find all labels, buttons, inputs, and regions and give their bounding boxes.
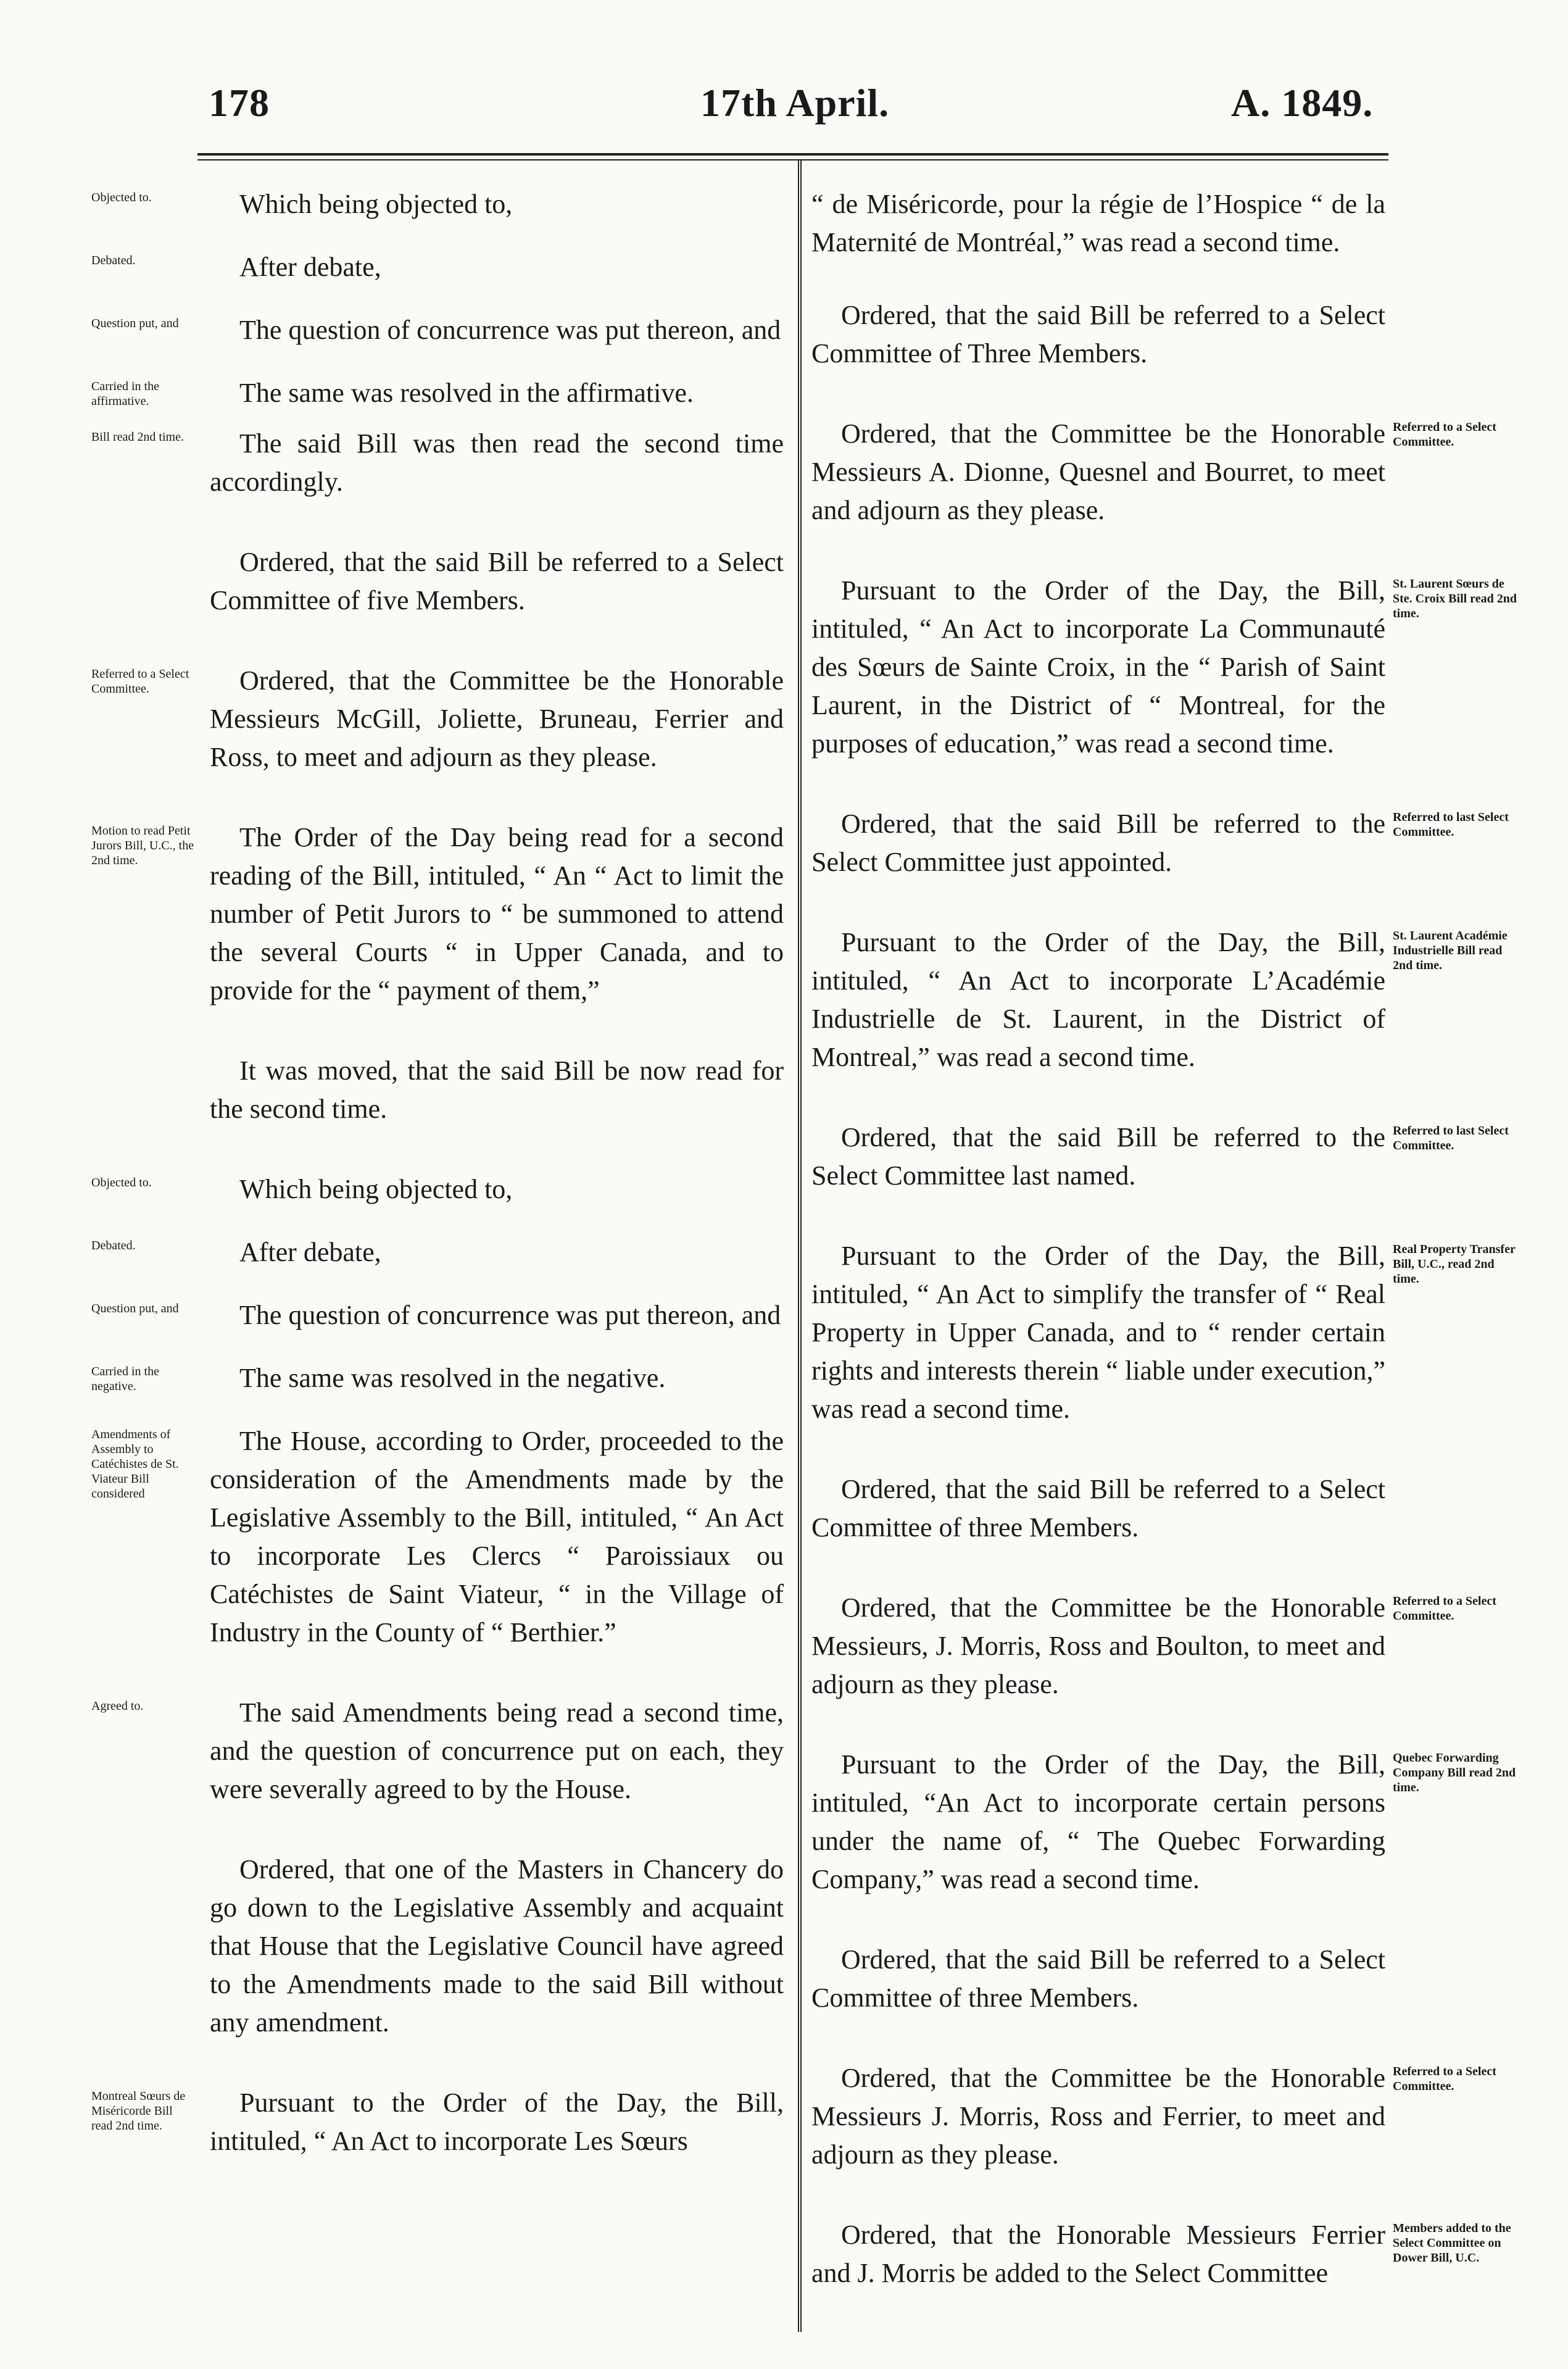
left-column (91, 185, 784, 2202)
margin-note: Amendments of Assembly to Catéchistes de St. Viateur Bill considered (91, 1428, 179, 1501)
paragraph: The same was resolved in the negative. (239, 1363, 666, 1393)
entry (811, 923, 1508, 1076)
paragraph: Ordered, that the Committee be the Honorable Messieurs J. Morris, Ross and Ferrier, to meet and adjourn as they please. (811, 2063, 1385, 2170)
margin-note: Carried in the affirmative. (91, 380, 159, 408)
right-column (811, 185, 1517, 2334)
margin-note: Debated. (91, 1239, 136, 1252)
paragraph: The same was resolved in the affirmative. (239, 378, 694, 408)
paragraph: Ordered, that the said Bill be referred to the Select Committee just appointed. (811, 809, 1385, 877)
entry (811, 2059, 1496, 2174)
paragraph: Which being objected to, (239, 189, 513, 219)
paragraph: The said Amendments being read a second time, and the question of concurrence put on each, they were severally agreed to by the House. (210, 1697, 784, 1804)
entry (210, 543, 784, 620)
paragraph: Ordered, that the said Bill be referred to a Select Committee of Three Members. (811, 300, 1385, 368)
entry (91, 818, 784, 1010)
page-number: 178 (209, 81, 270, 125)
paragraph: Ordered, that the Honorable Messieurs Ferrier and J. Morris be added to the Select Committee (811, 2220, 1385, 2288)
header-rule-thin (197, 159, 1388, 160)
margin-note: Debated. (91, 254, 136, 267)
entry (811, 1746, 1516, 1899)
margin-note: Carried in the negative. (91, 1365, 159, 1393)
paragraph: Ordered, that the said Bill be referred to the Select Committee last named. (811, 1122, 1385, 1191)
margin-note: Referred to last Select Committee. (1393, 1124, 1509, 1152)
margin-note: St. Laurent Académie Industrielle Bill read 2nd time. (1393, 929, 1508, 972)
entry (91, 374, 784, 412)
column-divider (798, 159, 802, 2332)
entry (91, 1422, 784, 1652)
entry (91, 1359, 784, 1397)
margin-note: Referred to a Select Committee. (1393, 1594, 1496, 1623)
margin-note: Referred to a Select Committee. (91, 667, 189, 696)
entry (91, 1170, 784, 1209)
paragraph: Ordered, that the said Bill be referred to a Select Committee of five Members. (210, 547, 784, 615)
paragraph: Ordered, that one of the Masters in Chancery do go down to the Legislative Assembly and acquaint that House that the Legislative Council have agreed to the Amendments made to the said Bill without any amendment. (210, 1854, 784, 2038)
paragraph: Pursuant to the Order of the Day, the Bill, intituled, “An Act to incorporate certain persons under the name of, “ The Quebec Forwarding Company,” was read a second time. (811, 1749, 1385, 1894)
paragraph: After debate, (239, 1237, 381, 1267)
paragraph: Ordered, that the Committee be the Honorable Messieurs, J. Morris, Ross and Boulton, to meet and adjourn as they please. (811, 1593, 1385, 1699)
paragraph: Pursuant to the Order of the Day, the Bill, intituled, “ An Act to incorporate L’Académie Industrielle de St. Laurent, in the District of Montreal,” was read a second time. (811, 927, 1385, 1072)
margin-note: Members added to the Select Committee on Dower Bill, U.C. (1393, 2221, 1511, 2265)
margin-note: Objected to. (91, 191, 152, 204)
paragraph: Pursuant to the Order of the Day, the Bill, intituled, “ An Act to incorporate Les Sœurs (210, 2088, 784, 2156)
paragraph: Ordered, that the said Bill be referred to a Select Committee of three Members. (811, 1474, 1385, 1543)
margin-note: Motion to read Petit Jurors Bill, U.C., the 2nd time. (91, 824, 194, 867)
margin-note: Referred to a Select Committee. (1393, 420, 1496, 449)
paragraph: After debate, (239, 252, 381, 282)
entry (811, 572, 1517, 763)
margin-note: Montreal Sœurs de Miséricorde Bill read 2nd time. (91, 2089, 186, 2133)
entry (91, 662, 784, 776)
margin-note: St. Laurent Sœurs de Ste. Croix Bill read 2nd time. (1393, 577, 1517, 620)
margin-note: Bill read 2nd time. (91, 430, 184, 444)
paragraph: “ de Miséricorde, pour la régie de l’Hospice “ de la Maternité de Montréal,” was read a second time. (811, 189, 1385, 257)
margin-note: Real Property Transfer Bill, U.C., read 2nd time. (1393, 1243, 1516, 1286)
margin-note: Question put, and (91, 1302, 179, 1315)
entry (210, 1052, 784, 1128)
entry (91, 2084, 784, 2160)
entry (811, 1118, 1509, 1195)
entry (91, 185, 784, 223)
entry (210, 1851, 784, 2042)
margin-note: Objected to. (91, 1176, 152, 1189)
paragraph: It was moved, that the said Bill be now read for the second time. (210, 1055, 784, 1124)
margin-note: Referred to last Select Committee. (1393, 810, 1509, 839)
entry (811, 1470, 1385, 1547)
paragraph: The question of concurrence was put thereon, and (239, 1300, 781, 1330)
paragraph: Ordered, that the Committee be the Honorable Messieurs A. Dionne, Quesnel and Bourret, to meet and adjourn as they please. (811, 418, 1385, 525)
margin-note: Referred to a Select Committee. (1393, 2065, 1496, 2093)
page-year: A. 1849. (1231, 81, 1374, 125)
margin-note: Question put, and (91, 317, 179, 330)
entry (91, 1233, 784, 1272)
entry (91, 311, 784, 349)
entry (91, 248, 784, 286)
margin-note: Quebec Forwarding Company Bill read 2nd time. (1393, 1751, 1516, 1794)
entry (91, 1296, 784, 1334)
header-rule (197, 153, 1388, 156)
entry (811, 1941, 1385, 2017)
paragraph: The said Bill was then read the second time accordingly. (210, 428, 784, 497)
paragraph: Ordered, that the said Bill be referred to a Select Committee of three Members. (811, 1944, 1385, 2013)
entry (91, 1694, 784, 1809)
entry (811, 185, 1385, 262)
entry (811, 805, 1509, 881)
entry (811, 1589, 1496, 1704)
paragraph: Pursuant to the Order of the Day, the Bill, intituled, “ An Act to incorporate La Communauté des Sœurs de Sainte Croix, in the “ Parish of Saint Laurent, in the District of “ Montreal, for the purposes of education,” was read a second time. (811, 575, 1385, 759)
margin-note: Agreed to. (91, 1699, 144, 1713)
paragraph: Ordered, that the Committee be the Honorable Messieurs McGill, Joliette, Bruneau, Ferrier and Ross, to meet and adjourn as they please. (210, 665, 784, 772)
paragraph: The House, according to Order, proceeded to the consideration of the Amendments made by the Legislative Assembly to the Bill, intituled, “ An Act to incorporate Les Clercs “ Paroissiaux ou Catéchistes de Saint Viateur, “ in the Village of Industry in the County of “ Berthier.” (210, 1426, 784, 1647)
entry (811, 296, 1385, 373)
entry (91, 425, 784, 501)
paragraph: The Order of the Day being read for a second reading of the Bill, intituled, “ An “ Act to limit the number of Petit Jurors to “ be summoned to attend the several Courts “ in Upper Canada, and to provide for the “ payment of them,” (210, 822, 784, 1005)
paragraph: Which being objected to, (239, 1174, 513, 1204)
page-date: 17th April. (700, 81, 890, 125)
entry (811, 1237, 1516, 1428)
entry (811, 2216, 1511, 2292)
paragraph: The question of concurrence was put thereon, and (239, 315, 781, 345)
entry (811, 415, 1496, 530)
paragraph: Pursuant to the Order of the Day, the Bill, intituled, “ An Act to simplify the transfer of “ Real Property in Upper Canada, and to “ render certain rights and interests therein “ liable under execution,” was read a second time. (811, 1241, 1385, 1424)
